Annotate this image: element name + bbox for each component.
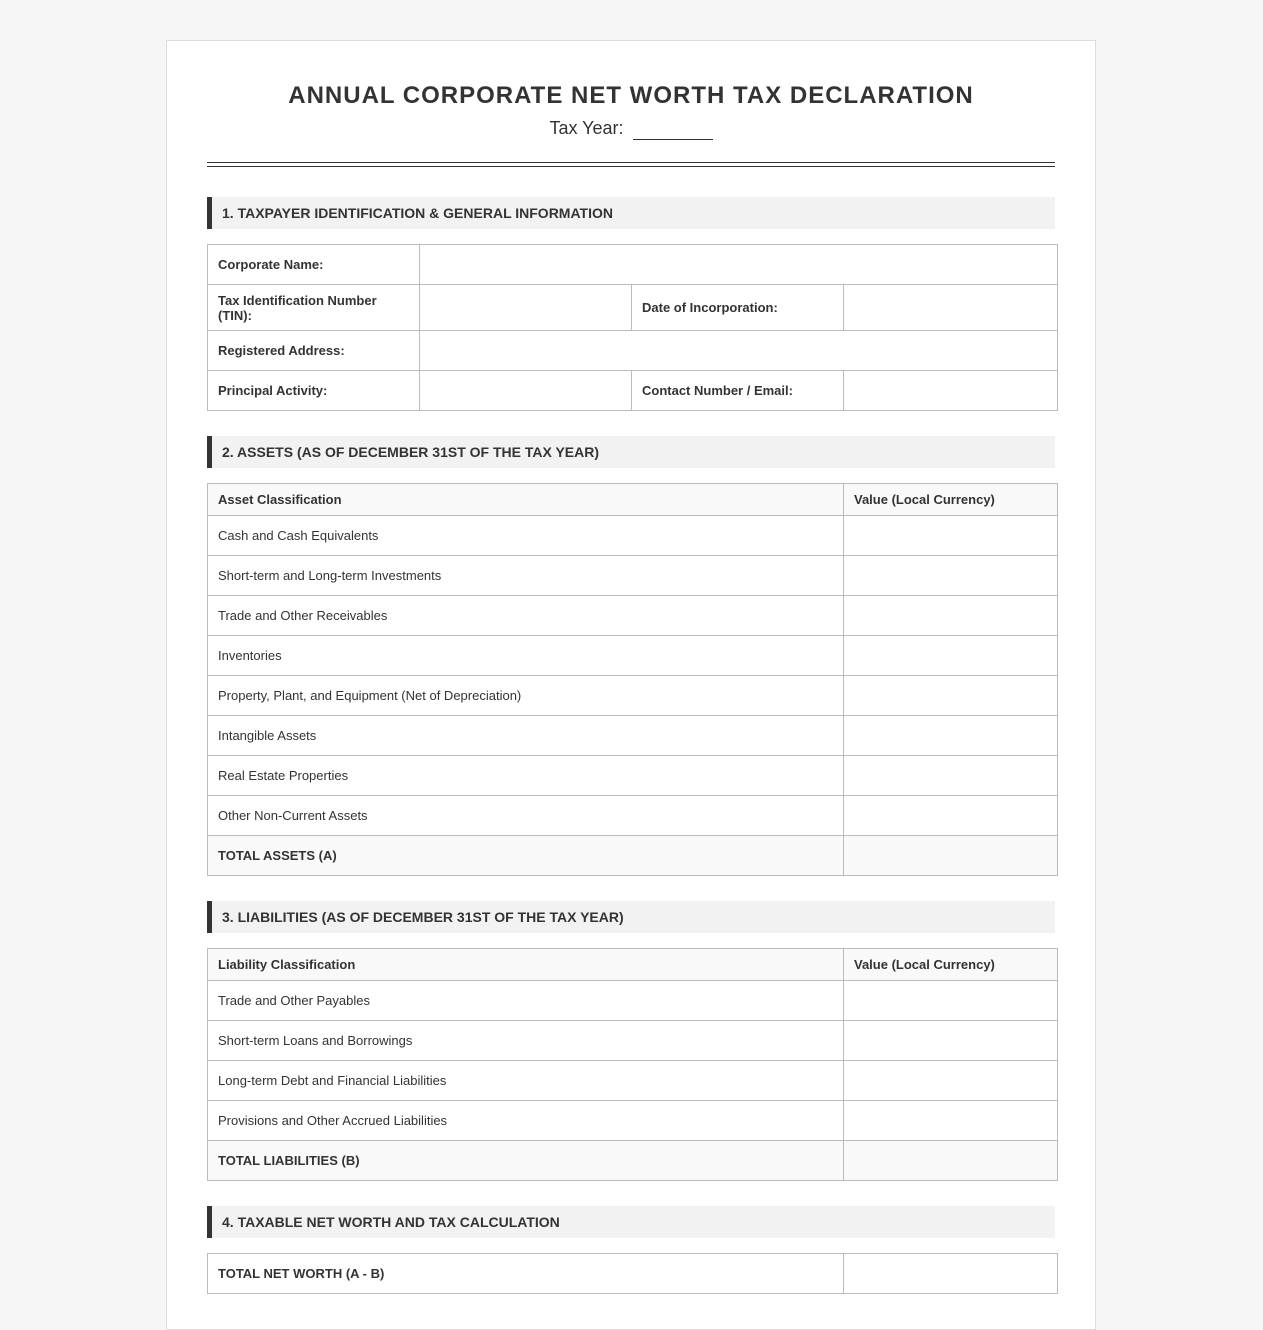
- asset-value-field[interactable]: [844, 516, 1058, 556]
- corporate-name-row: [208, 245, 1058, 285]
- corporate-name-field[interactable]: [420, 245, 1058, 285]
- asset-label: Cash and Cash Equivalents: [208, 516, 844, 556]
- liabilities-table: [207, 948, 1058, 1181]
- date-of-incorporation-field[interactable]: [844, 285, 1058, 331]
- asset-label: Other Non-Current Assets: [208, 796, 844, 836]
- table-row: [208, 596, 1058, 636]
- principal-activity-label: Principal Activity:: [208, 371, 420, 411]
- liability-value-field[interactable]: [844, 981, 1058, 1021]
- asset-value-field[interactable]: [844, 556, 1058, 596]
- corporate-name-label: Corporate Name:: [208, 245, 420, 285]
- document-title: ANNUAL CORPORATE NET WORTH TAX DECLARATION: [288, 82, 974, 109]
- total-liabilities-field[interactable]: [844, 1141, 1058, 1181]
- asset-label: Real Estate Properties: [208, 756, 844, 796]
- liability-value-field[interactable]: [844, 1021, 1058, 1061]
- table-row: [208, 1021, 1058, 1061]
- table-row: [208, 756, 1058, 796]
- liability-label: Long-term Debt and Financial Liabilities: [208, 1061, 844, 1101]
- asset-classification-header: Asset Classification: [208, 484, 844, 516]
- total-assets-field[interactable]: [844, 836, 1058, 876]
- total-assets-row: [208, 836, 1058, 876]
- tax-year-label: Tax Year:: [549, 118, 624, 138]
- asset-value-field[interactable]: [844, 676, 1058, 716]
- tin-row: [208, 285, 1058, 331]
- asset-label: Property, Plant, and Equipment (Net of Depreciation): [208, 676, 844, 716]
- date-of-incorporation-label: Date of Incorporation:: [632, 285, 844, 331]
- declaration-page: [166, 40, 1096, 1330]
- asset-label: Intangible Assets: [208, 716, 844, 756]
- contact-label: Contact Number / Email:: [632, 371, 844, 411]
- liability-value-field[interactable]: [844, 1061, 1058, 1101]
- tax-year-blank-field[interactable]: [633, 121, 713, 140]
- table-row: [208, 1061, 1058, 1101]
- total-net-worth-field[interactable]: [844, 1254, 1058, 1294]
- asset-value-header: Value (Local Currency): [844, 484, 1058, 516]
- liabilities-header-row: [208, 949, 1058, 981]
- liability-label: Trade and Other Payables: [208, 981, 844, 1021]
- table-row: [208, 981, 1058, 1021]
- asset-label: Short-term and Long-term Investments: [208, 556, 844, 596]
- tin-field[interactable]: [420, 285, 632, 331]
- table-row: [208, 636, 1058, 676]
- total-liabilities-row: [208, 1141, 1058, 1181]
- section-4-header: 4. TAXABLE NET WORTH AND TAX CALCULATION: [207, 1206, 1055, 1238]
- asset-label: Inventories: [208, 636, 844, 676]
- liability-label: Short-term Loans and Borrowings: [208, 1021, 844, 1061]
- assets-header-row: [208, 484, 1058, 516]
- net-worth-table: [207, 1253, 1058, 1294]
- registered-address-field[interactable]: [420, 331, 1058, 371]
- table-row: [208, 1101, 1058, 1141]
- principal-activity-row: [208, 371, 1058, 411]
- asset-value-field[interactable]: [844, 596, 1058, 636]
- assets-table: [207, 483, 1058, 876]
- section-3-header: 3. LIABILITIES (AS OF DECEMBER 31ST OF THE TAX YEAR): [207, 901, 1055, 933]
- total-net-worth-row: [208, 1254, 1058, 1294]
- registered-address-label: Registered Address:: [208, 331, 420, 371]
- table-row: [208, 516, 1058, 556]
- tin-label: Tax Identification Number (TIN):: [208, 285, 420, 331]
- asset-value-field[interactable]: [844, 756, 1058, 796]
- asset-value-field[interactable]: [844, 636, 1058, 676]
- total-net-worth-label: TOTAL NET WORTH (A - B): [208, 1254, 844, 1294]
- table-row: [208, 716, 1058, 756]
- total-assets-label: TOTAL ASSETS (A): [208, 836, 844, 876]
- liability-classification-header: Liability Classification: [208, 949, 844, 981]
- contact-field[interactable]: [844, 371, 1058, 411]
- liability-value-field[interactable]: [844, 1101, 1058, 1141]
- section-1-header: 1. TAXPAYER IDENTIFICATION & GENERAL INFORMATION: [207, 197, 1055, 229]
- taxpayer-info-table: [207, 244, 1058, 411]
- principal-activity-field[interactable]: [420, 371, 632, 411]
- liability-value-header: Value (Local Currency): [844, 949, 1058, 981]
- total-liabilities-label: TOTAL LIABILITIES (B): [208, 1141, 844, 1181]
- table-row: [208, 676, 1058, 716]
- tax-year-line: [207, 117, 1055, 140]
- table-row: [208, 796, 1058, 836]
- table-row: [208, 556, 1058, 596]
- registered-address-row: [208, 331, 1058, 371]
- liability-label: Provisions and Other Accrued Liabilities: [208, 1101, 844, 1141]
- asset-value-field[interactable]: [844, 796, 1058, 836]
- asset-label: Trade and Other Receivables: [208, 596, 844, 636]
- asset-value-field[interactable]: [844, 716, 1058, 756]
- section-2-header: 2. ASSETS (AS OF DECEMBER 31ST OF THE TAX YEAR): [207, 436, 1055, 468]
